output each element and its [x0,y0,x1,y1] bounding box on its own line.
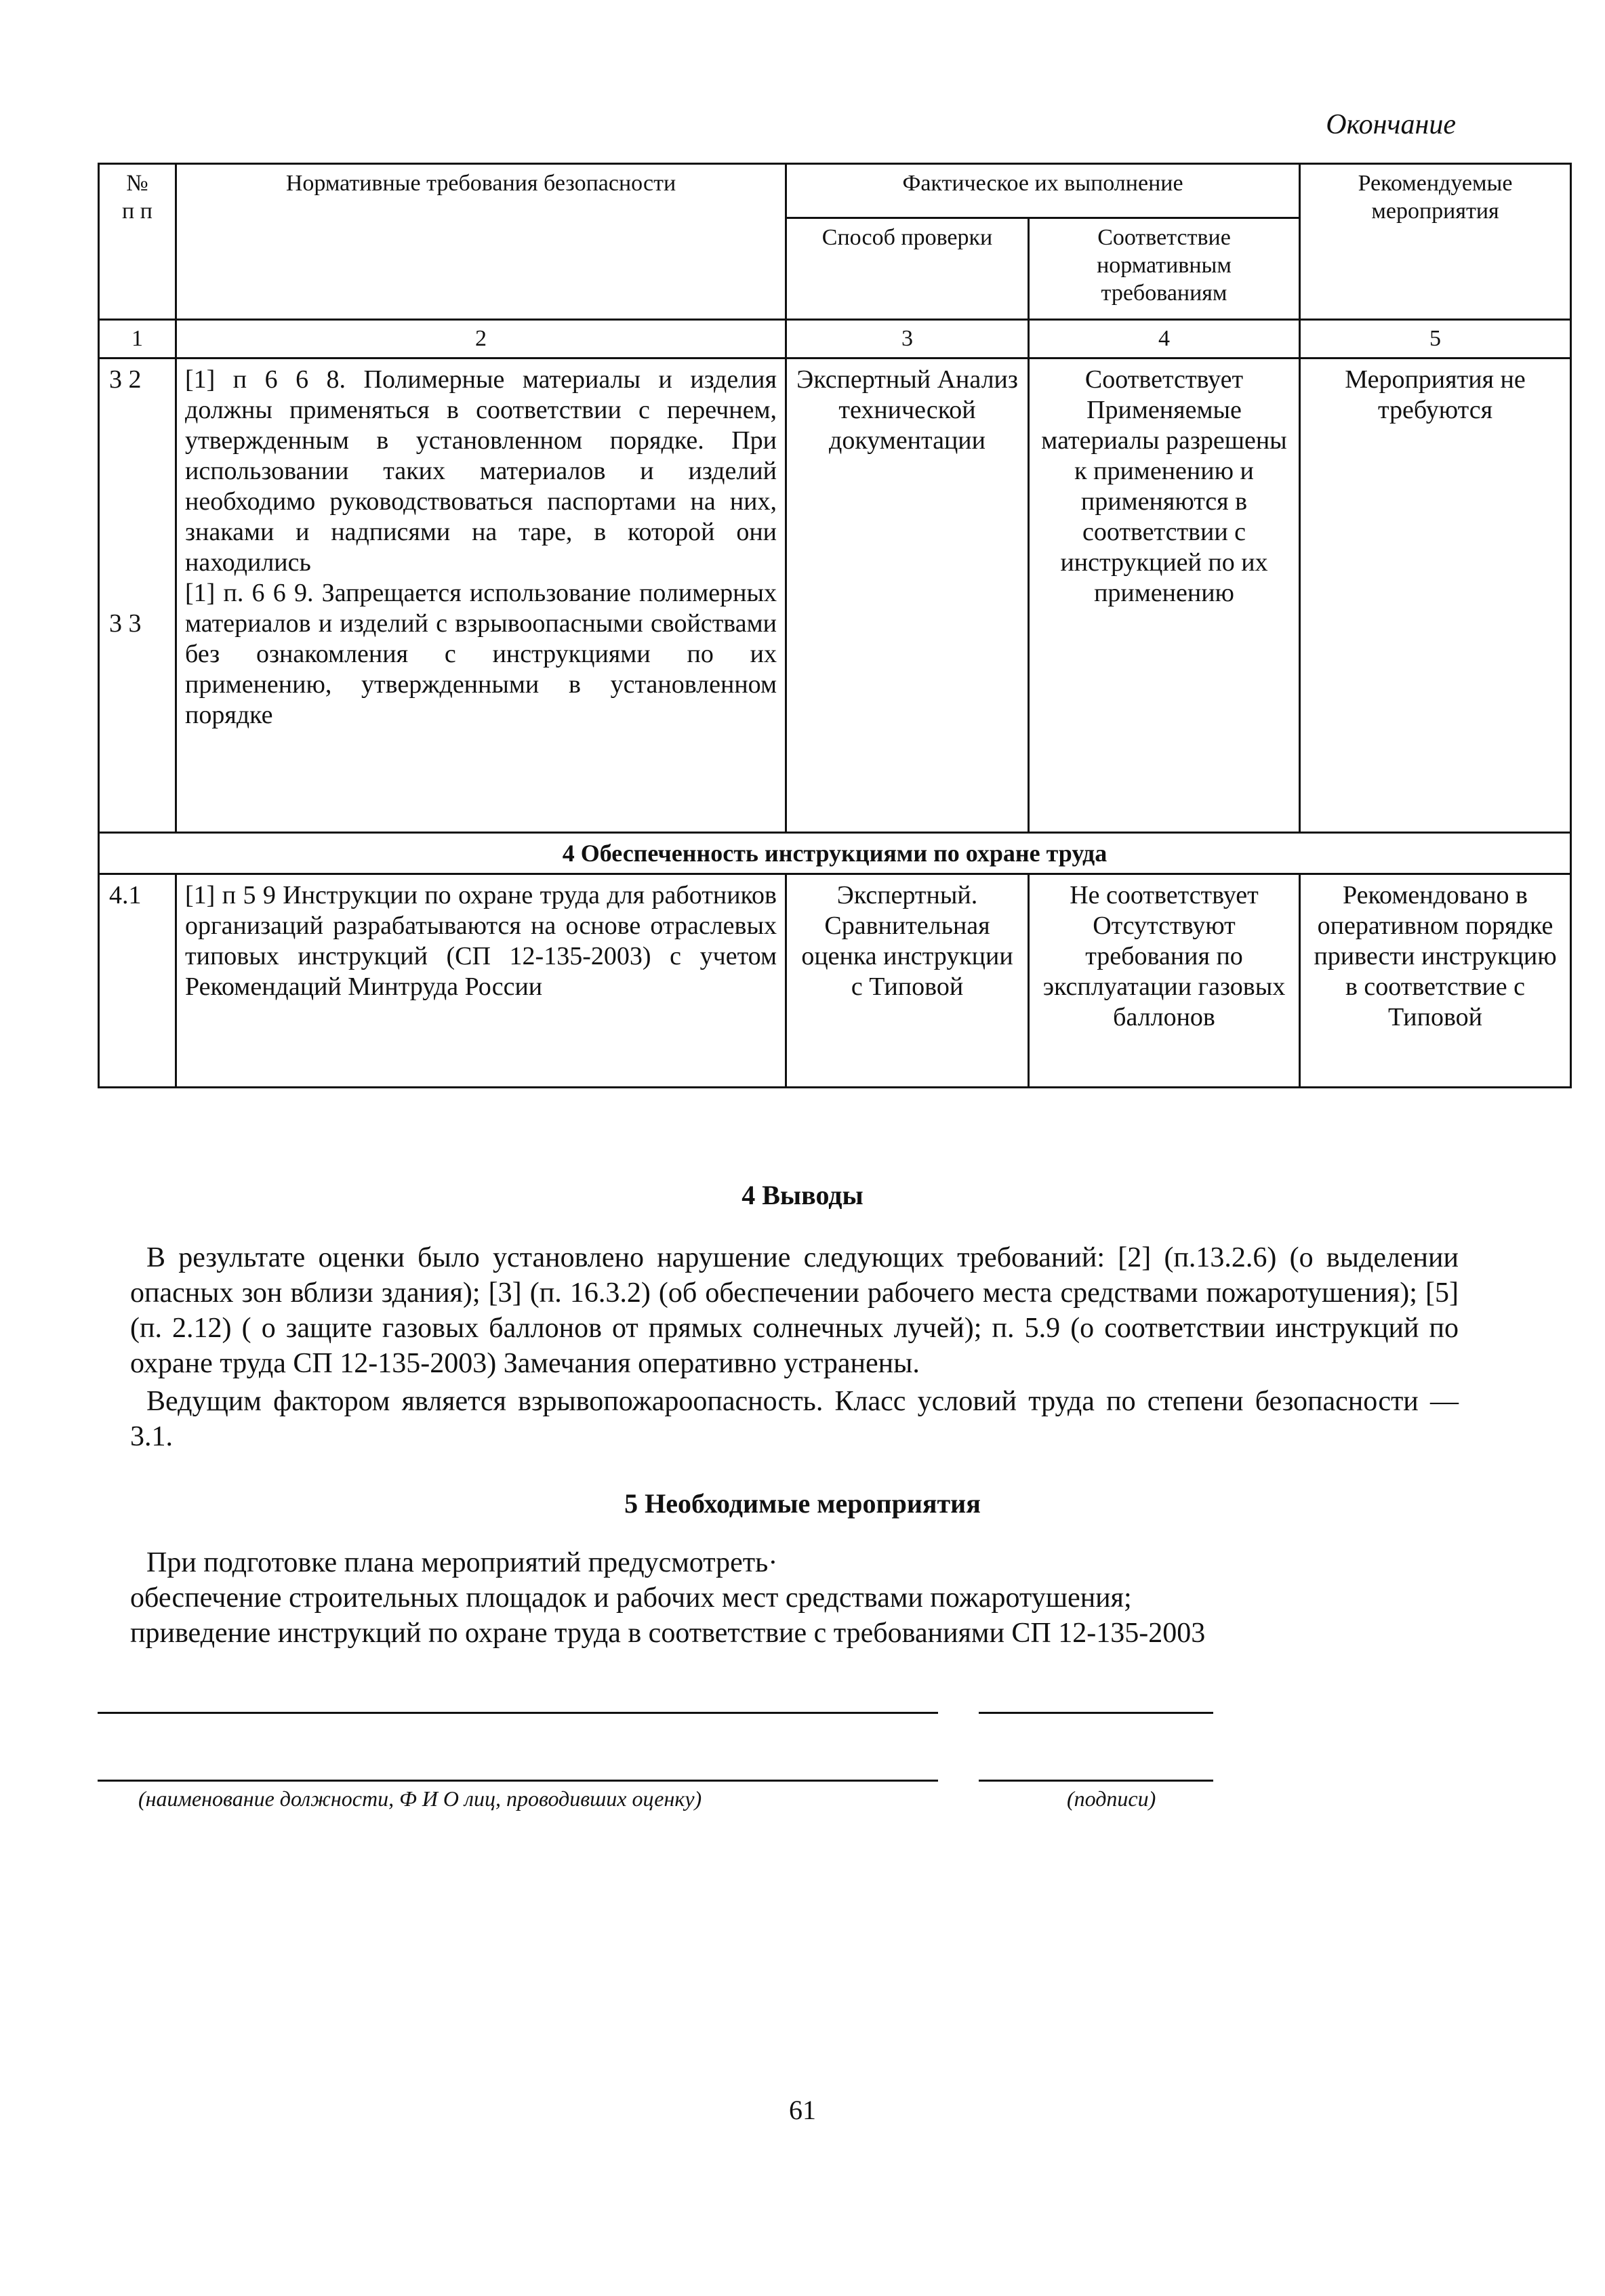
requirement-cell: [1] п 5 9 Инструкции по охране труда для работников организаций разрабатываются на основе отраслевых типовых инструкций (СП 12-135-2003) с учетом Рекомендаций Минтруда России [176,874,786,1088]
column-number: 4 [1029,320,1300,358]
measures-item: обеспечение строительных площадок и рабочих мест средствами пожаротушения; [130,1582,1132,1614]
signature-caption-left: (наименование должности, Ф И О лиц, проводивших оценку) [138,1786,702,1811]
header-recommended: Рекомендуемые мероприятия [1300,164,1571,320]
table-row [99,358,1571,833]
column-number: 5 [1300,320,1571,358]
column-number: 1 [99,320,176,358]
header-actual: Фактическое их выполнение [786,164,1300,218]
signature-line [979,1780,1213,1782]
compliance-cell: Не соответствует Отсутствуют требования по эксплуатации газовых баллонов [1029,874,1300,1088]
method-cell: Экспертный. Сравнительная оценка инструкции с Типовой [786,874,1029,1088]
row-number: 4.1 [99,874,176,1088]
section-title: 4 Обеспеченность инструкциями по охране труда [99,833,1571,874]
measures-item: приведение инструкций по охране труда в соответствие с требованиями СП 12-135-2003 [130,1618,1206,1649]
row-number: 3 2 [109,365,142,394]
table-row [99,874,1571,1088]
conclusions-paragraph: В результате оценки было установлено нарушение следующих требований: [2] (п.13.2.6) (о выделении опасных зон вблизи здания); [3] (п. 16.3.2) (об обеспечении рабочего места средствами пожаротушения); [5] (п. 2.12) ( о защите газовых баллонов от прямых солнечных лучей); п. 5.9 (о соответствии инструкций по охране труда СП 12-135-2003) Замечания оперативно устранены. [130,1242,1459,1379]
method-cell: Экспертный Анализ технической документации [786,358,1029,833]
page-number: 61 [789,2095,816,2125]
requirement-text: [1] п 6 6 8. Полимерные материалы и изделия должны применяться в соответствии с перечнем, утвержденным в установленном порядке. При использовании таких материалов и изделий необходимо руководствоваться паспортами на них, знаками и надписями на таре, в которой они находились [185,365,777,577]
header-method: Способ проверки [786,218,1029,320]
compliance-cell: Соответствует Применяемые материалы разрешены к применению и применяются в соответствии с инструкцией по их применению [1029,358,1300,833]
requirement-text: [1] п. 6 6 9. Запрещается использование полимерных материалов и изделий с взрывоопасными свойствами без ознакомления с инструкциями по их применению, утвержденными в установленном порядке [185,579,777,729]
measures-intro: При подготовке плана мероприятий предусмотреть· [146,1547,778,1578]
measures-title: 5 Необходимые мероприятия [624,1488,981,1519]
signature-line [98,1712,938,1714]
column-number: 2 [176,320,786,358]
signature-caption-right: (подписи) [1067,1786,1156,1811]
header-num: № п п [99,164,176,320]
continuation-label: Окончание [1326,109,1456,140]
conclusions-paragraph: Ведущим фактором является взрывопожароопасность. Класс условий труда по степени безопасности — 3.1. [130,1386,1459,1452]
recommended-cell: Рекомендовано в оперативном порядке привести инструкцию в соответствие с Типовой [1300,874,1571,1088]
row-number-cell [99,358,176,833]
header-compliance: Соответствие нормативным требованиям [1029,218,1300,320]
conclusions-title: 4 Выводы [741,1180,864,1210]
signature-line [98,1780,938,1782]
header-requirements: Нормативные требования безопасности [176,164,786,320]
recommended-cell: Мероприятия не требуются [1300,358,1571,833]
safety-requirements-table [98,163,1572,1088]
row-number: 3 3 [109,609,142,638]
signature-line [979,1712,1213,1714]
requirement-cell [176,358,786,833]
column-number: 3 [786,320,1029,358]
